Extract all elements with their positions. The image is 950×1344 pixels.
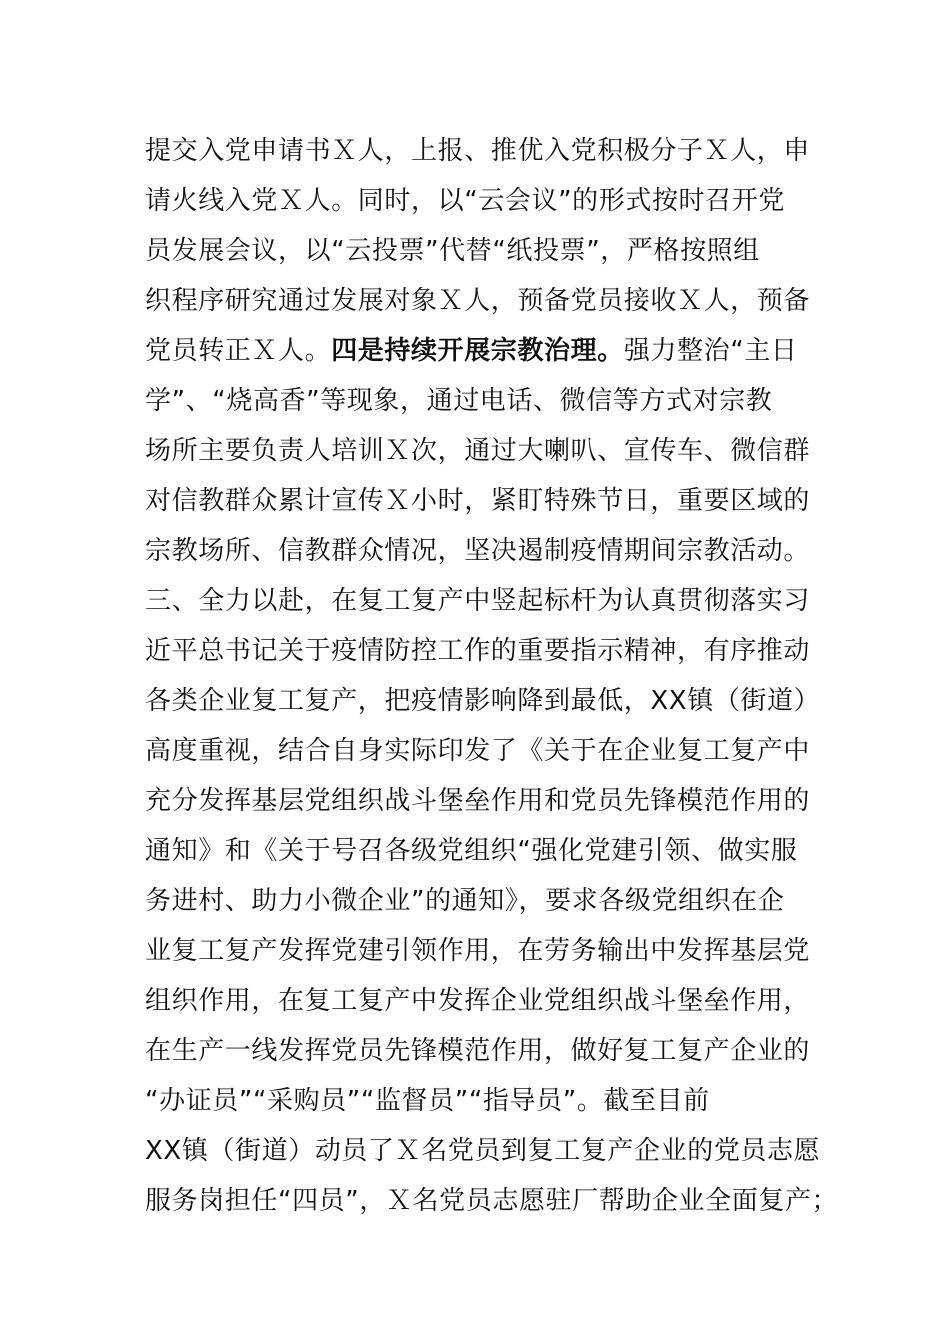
text-run: 织程序研究通过发展对象Ｘ人，预备党员接收Ｘ人，预备 [145,286,811,316]
text-run: 业复工复产发挥党建引领作用，在劳务输出中发挥基层党 [145,936,811,966]
text-line [145,1026,825,1076]
text-line [145,626,825,676]
text-line [145,726,825,776]
bold-heading-run: 四是持续开展宗教治理。 [331,336,624,366]
text-line [145,376,825,426]
text-run: 近平总书记关于疫情防控工作的重要指示精神，有序推动 [145,636,811,666]
text-run: 务进村、助力小微企业”的通知》，要求各级党组织在企 [145,886,785,916]
text-run: “办证员”“采购员”“监督员”“指导员”。截至目前 [145,1086,710,1116]
text-run: 各类企业复工复产，把疫情影响降到最低，XX镇（街道） [145,686,821,716]
text-run: 组织作用，在复工复产中发挥企业党组织战斗堡垒作用， [145,986,811,1016]
text-run: XX镇（街道）动员了Ｘ名党员到复工复产企业的党员志愿 [145,1136,821,1166]
text-line [145,926,825,976]
text-line [145,226,825,276]
body-text [145,126,839,1226]
text-run: 通知》和《关于号召各级党组织“强化党建引领、做实服 [145,836,798,866]
text-run: 充分发挥基层党组织战斗堡垒作用和党员先锋模范作用的 [145,786,811,816]
text-line [145,526,825,576]
text-run: 请火线入党Ｘ人。同时，以“云会议”的形式按时召开党 [145,186,785,216]
text-run: 提交入党申请书Ｘ人，上报、推优入党积极分子Ｘ人，申 [145,136,811,166]
text-run: 学”、“烧高香”等现象，通过电话、微信等方式对宗教 [145,386,773,416]
text-line [145,976,825,1026]
text-run: 宗教场所、信教群众情况，坚决遏制疫情期间宗教活动。 [145,536,811,566]
text-run: 场所主要负责人培训Ｘ次，通过大喇叭、宣传车、微信群 [145,436,811,466]
text-line [145,1126,825,1176]
text-run: 党员转正Ｘ人。 [145,336,332,366]
text-run: 高度重视，结合自身实际印发了《关于在企业复工复产中 [145,736,811,766]
text-line [145,426,825,476]
text-line [145,676,825,726]
text-run: 服务岗担任“四员”，Ｘ名党员志愿驻厂帮助企业全面复产； [145,1186,839,1216]
text-line [145,826,825,876]
text-line [145,276,825,326]
text-line [145,876,825,926]
text-run: 三、全力以赴，在复工复产中竖起标杆为认真贯彻落实习 [145,586,811,616]
text-line [145,176,825,226]
text-run: 在生产一线发挥党员先锋模范作用，做好复工复产企业的 [145,1036,811,1066]
text-run: 强力整治“主日 [623,336,798,366]
text-line [145,126,825,176]
text-line [145,776,825,826]
text-line [145,1176,839,1226]
text-run: 对信教群众累计宣传Ｘ小时，紧盯特殊节日，重要区域的 [145,486,811,516]
text-line [145,1076,825,1126]
text-line [145,576,825,626]
text-line [145,476,825,526]
text-run: 员发展会议，以“云投票”代替“纸投票”，严格按照组 [145,236,760,266]
text-line [145,326,825,376]
